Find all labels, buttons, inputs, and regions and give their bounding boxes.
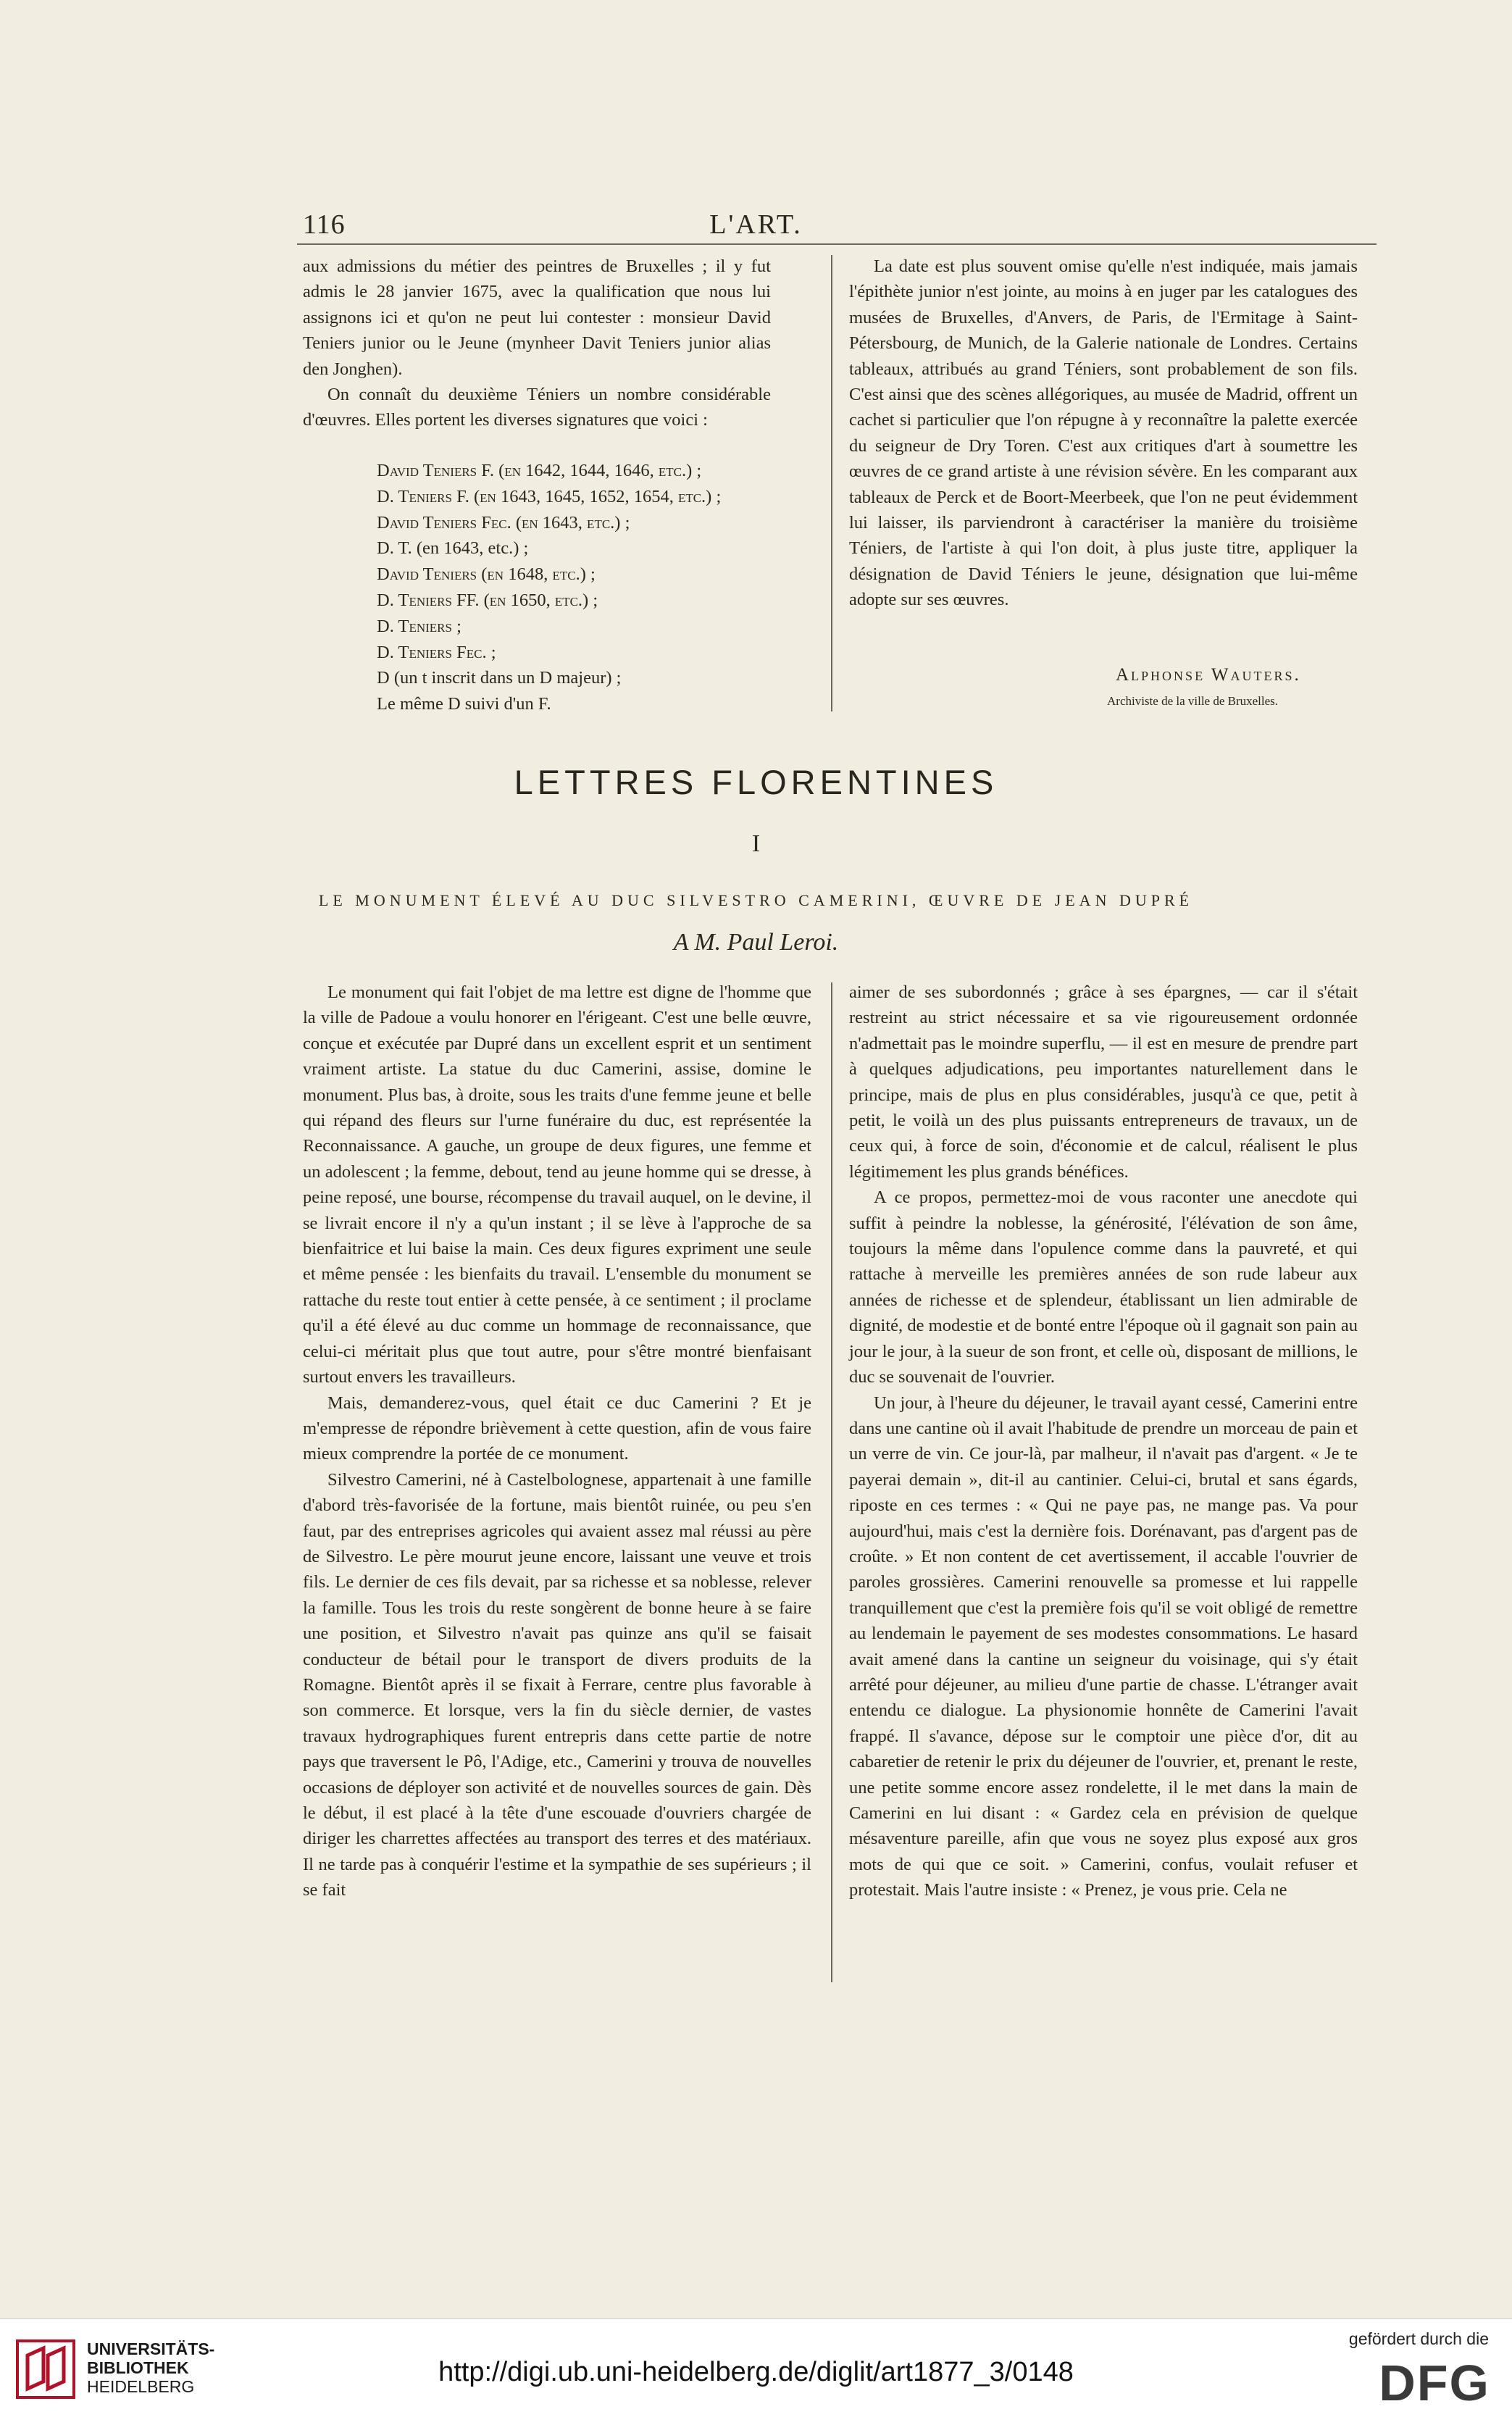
list-item: D. Teniers F. (en 1643, 1645, 1652, 1654, etc.) ; <box>377 486 722 506</box>
paragraph: On connaît du deuxième Téniers un nombre considérable d'œuvres. Elles portent les diverses signatures que voici : <box>303 385 771 430</box>
list-item: D. T. (en 1643, etc.) ; <box>377 538 529 559</box>
top-left-column <box>303 254 771 433</box>
author-name: Alphonse Wauters. <box>1116 665 1301 685</box>
column-divider <box>831 255 832 711</box>
viewer-footer <box>0 2318 1512 2417</box>
paragraph: Un jour, à l'heure du déjeuner, le travail ayant cessé, Camerini entre dans une cantine où il avait l'habitude de prendre un morceau de pain et un verre de vin. Ce jour-là, par malheur, il n'avait pas d'argent. « Je te payerai demain », dit-il au cantinier. Celui-ci, brutal et sans égards, riposte en ces termes : « Qui ne paye pas, ne mange pas. Va pour aujourd'hui, mais c'est la dernière fois. Dorénavant, pas d'argent pas de croûte. » Et non content de cet avertissement, il accable l'ouvrier de paroles grossières. Camerini renouvelle sa promesse et lui rappelle tranquillement que c'est la première fois qu'il se voit obligé de remettre au lendemain le payement de ses modestes consommations. Le hasard avait amené dans la cantine un seigneur du voisinage, qui s'y était arrêté pour déjeuner, au milieu d'une partie de chasse. L'étranger avait entendu ce dialogue. La physionomie honnête de Camerini l'avait frappé. Il s'avance, dépose sur le comptoir une pièce d'or, dit au cabaretier de retenir le prix du déjeuner de l'ouvrier, et, prenant le reste, une petite somme encore assez rondelette, il le met dans la main de Camerini en lui disant : « Gardez cela en prévision de quelque mésaventure pareille, afin que vous ne soyez plus exposé aux gros mots de qui que ce soit. » Camerini, confus, voulait refuser et protestait. Mais l'autre insiste : « Prenez, je vous prie. Cela ne <box>849 1393 1358 1900</box>
list-item: D. Teniers Fec. ; <box>377 642 496 662</box>
paragraph: aux admissions du métier des peintres de Bruxelles ; il y fut admis le 28 janvier 1675, avec la qualification que nous lui assignons ici et qu'on ne peut lui contester : monsieur David Teniers junior ou le Jeune (mynheer Davit Teniers junior alias den Jonghen). <box>303 256 771 379</box>
author-role: Archiviste de la ville de Bruxelles. <box>1107 694 1279 708</box>
section-title: LETTRES FLORENTINES <box>514 763 998 801</box>
list-item: David Teniers (en 1648, etc.) ; <box>377 564 596 585</box>
paragraph: aimer de ses subordonnés ; grâce à ses épargnes, — car il s'était restreint au strict nécessaire et sa vie rigoureusement ordonnée n'admettait pas le moindre superflu, — il est en mesure de prendre part à quelques adjudications, peu importantes naturellement dans le principe, mais de plus en plus considérables, jusqu'à ce que, petit à petit, le voilà un des plus puissants entrepreneurs de travaux, un de ceux qui, à force de soin, d'économie et de calcul, réalisent le plus légitimement les plus grands bénéfices. <box>849 982 1358 1182</box>
library-line: BIBLIOTHEK <box>87 2358 189 2377</box>
list-item: Le même D suivi d'un F. <box>377 694 551 714</box>
dfg-logo: DFG <box>1379 2355 1490 2411</box>
paragraph: Le monument qui fait l'objet de ma lettre est digne de l'homme que la ville de Padoue a voulu honorer en l'érigeant. C'est une belle œuvre, conçue et exécutée par Dupré dans un excellent esprit et un sentiment vraiment artiste. La statue du duc Camerini, assise, domine le monument. Plus bas, à droite, sous les traits d'une femme jeune et belle qui répand des fleurs sur l'urne funéraire du duc, est représentée la Reconnaissance. A gauche, un groupe de deux figures, une femme et un adolescent ; la femme, debout, tend au jeune homme qui se dresse, à peine reposé, une bourse, récompense du travail auquel, on le devine, il se livrait encore il n'y a qu'un instant ; il se lève à l'approche de sa bienfaitrice et lui baise la main. Ces deux figures expriment une seule et même pensée : les bienfaits du travail. L'ensemble du monument se rattache du reste tout entier à cette pensée, à ce sentiment ; il proclame qu'il a été élevé au duc comme un hommage de reconnaissance, que celui-ci méritait plus que tout autre, pour s'être montré bienfaisant surtout envers les travailleurs. <box>303 982 811 1387</box>
library-line: UNIVERSITÄTS- <box>87 2339 215 2358</box>
paragraph: Mais, demanderez-vous, quel était ce duc Camerini ? Et je m'empresse de répondre brièvement à cette question, afin de vous faire mieux comprendre la portée de ce monument. <box>303 1393 811 1464</box>
section-number: I <box>751 830 761 857</box>
paragraph: A ce propos, permettez-moi de vous raconter une anecdote qui suffit à peindre la noblesse, la générosité, l'élévation de son âme, toujours la même dans l'opulence comme dans la pauvreté, et qui rattache à merveille les premières années de son rude labeur aux années de richesse et de splendeur, établissant un lien admirable de dignité, de modestie et de bonté entre l'époque où il gagnait son pain au jour le jour, à la sueur de son front, et celle où, disposant de millions, le duc se souvenait de l'ouvrier. <box>849 1187 1358 1387</box>
body-right-column <box>849 980 1358 1903</box>
signature-list <box>377 458 721 717</box>
section-subtitle: LE MONUMENT ÉLEVÉ AU DUC SILVESTRO CAMERINI, ŒUVRE DE JEAN DUPRÉ <box>318 891 1194 909</box>
list-item: D. Teniers ; <box>377 616 461 636</box>
list-item: David Teniers Fec. (en 1643, etc.) ; <box>377 512 630 533</box>
page-number: 116 <box>303 209 346 240</box>
list-item: D. Teniers FF. (en 1650, etc.) ; <box>377 590 598 610</box>
header-rule <box>297 243 1377 245</box>
top-right-column <box>849 254 1358 613</box>
permalink-url[interactable]: http://digi.ub.uni-heidelberg.de/diglit/art1877_3/0148 <box>438 2357 1074 2387</box>
column-divider <box>831 982 832 1982</box>
journal-title: L'ART. <box>709 209 803 240</box>
dedication: A M. Paul Leroi. <box>673 929 839 956</box>
list-item: D (un t inscrit dans un D majeur) ; <box>377 668 622 688</box>
list-item: David Teniers F. (en 1642, 1644, 1646, etc.) ; <box>377 461 702 480</box>
paragraph: Silvestro Camerini, né à Castelbolognese, appartenait à une famille d'abord très-favorisée de la fortune, mais bientôt ruinée, ou peu s'en faut, par des entreprises agricoles qui avaient assez mal réussi au père de Silvestro. Le père mourut jeune encore, laissant une veuve et trois fils. Le dernier de ces fils devait, par sa richesse et sa noblesse, relever la famille. Tous les trois du reste songèrent de bonne heure à se faire une position, et Silvestro n'avait pas quinze ans qu'il se faisait conducteur de bétail pour le transport de divers produits de la Romagne. Bientôt après il se fixait à Ferrare, centre plus favorable à son commerce. Et lorsque, vers la fin du siècle dernier, de vastes travaux hydrographiques furent entrepris dans cette partie de notre pays que traversent le Pô, l'Adige, etc., Camerini y trouva de nouvelles occasions de déployer son activité et de nouvelles sources de gain. Dès le début, il est placé à la tête d'une escouade d'ouvriers chargée de diriger les charrettes affectées au transport des terres et des matériaux. Il ne tarde pas à conquérir l'estime et la sympathie de ses supérieurs ; il se fait <box>303 1469 811 1900</box>
paragraph: La date est plus souvent omise qu'elle n'est indiquée, mais jamais l'épithète junior n'est jointe, au moins à en juger par les catalogues des musées de Bruxelles, d'Anvers, de Paris, de l'Ermitage à Saint-Pétersbourg, de Munich, de la Galerie nationale de Londres. Certains tableaux, attribués au grand Téniers, sont probablement de son fils. C'est ainsi que des scènes allégoriques, au musée de Madrid, offrent un cachet si particulier que l'on répugne à y reconnaître la palette exercée du seigneur de Dry Toren. C'est aux critiques d'art à soumettre les œuvres de ce grand artiste à une révision sévère. En les comparant aux tableaux de Perck et de Boort-Meerbeek, que l'on ne peut évidemment lui laisser, ils parviendront à caractériser la manière du troisième Téniers, de l'artiste à qui l'on doit, à plus juste titre, appliquer la désignation de David Téniers le jeune, désignation que lui-même adopte sur ses œuvres. <box>849 256 1358 610</box>
body-left-column <box>303 980 811 1903</box>
funding-label: gefördert durch die <box>1348 2329 1489 2348</box>
library-line: HEIDELBERG <box>87 2377 195 2396</box>
